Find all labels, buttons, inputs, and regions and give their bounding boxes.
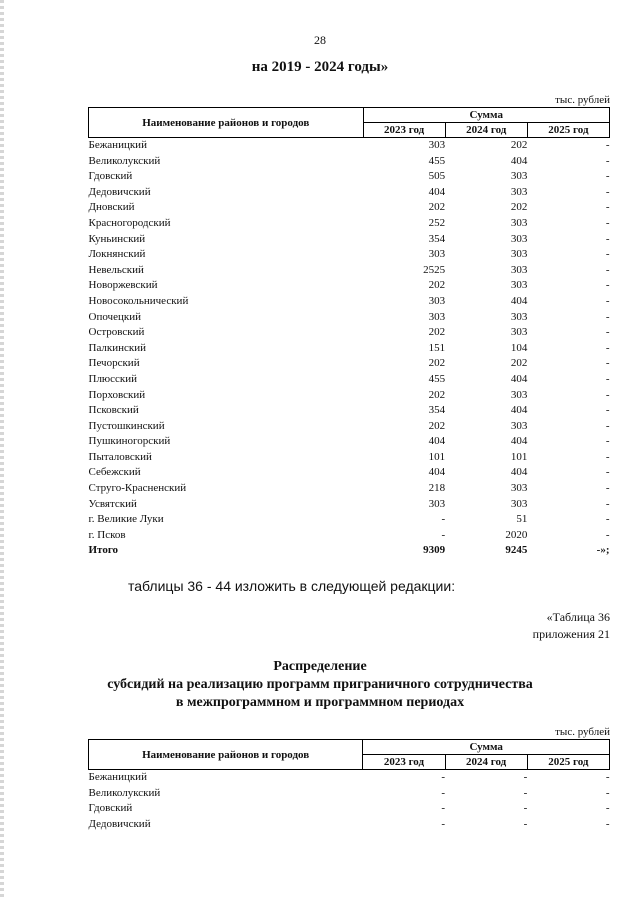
value-2025: - [605,528,610,541]
table-row [89,786,610,802]
value-2024: 404 [510,154,528,167]
value-2024: 303 [510,232,528,245]
column-header-2023: 2023 год [363,755,445,770]
table-row [89,200,610,216]
column-header-2024: 2024 год [445,123,527,138]
table-row [89,247,610,263]
value-2023: 2525 [423,263,446,276]
units-label: тыс. рублей [555,94,610,106]
value-2024: 303 [510,388,528,401]
units-label-2: тыс. рублей [555,726,610,738]
value-2025: - [605,341,610,354]
table-row [89,817,610,833]
value-2024: 2020 [505,528,528,541]
table-row [89,278,610,294]
value-2024: 303 [510,170,528,183]
district-name: Псковский [88,404,139,417]
table-row [89,294,610,310]
column-header-sum: Сумма [363,108,609,123]
value-2023: - [441,528,446,541]
districts-table-2 [88,739,610,832]
value-2024: - [523,817,528,830]
value-2023: 202 [428,357,446,370]
value-2024: 303 [510,419,528,432]
district-name: Локнянский [88,248,146,261]
value-2024: - [523,786,528,799]
value-2023: 404 [428,435,446,448]
column-header-2023: 2023 год [363,123,445,138]
value-2023: 202 [428,388,446,401]
value-2025: - [605,372,610,385]
value-2023: - [441,786,446,799]
value-2025: - [605,263,610,276]
value-2023: 505 [428,170,446,183]
value-2024: 51 [516,513,528,526]
value-2024: 404 [510,372,528,385]
table-row [89,341,610,357]
value-2023: 303 [428,294,446,307]
table-row [89,372,610,388]
value-2024: 404 [510,294,528,307]
value-2023: 455 [428,154,446,167]
district-name: Дедовичский [88,185,151,198]
value-2025: - [605,154,610,167]
value-2023: 218 [428,482,446,495]
district-name: Итого [88,544,119,557]
value-2024: 303 [510,279,528,292]
page-number: 28 [314,33,326,47]
table-row [89,138,610,154]
value-2024: 404 [510,435,528,448]
heading-period: на 2019 - 2024 годы» [251,59,389,75]
value-2023: - [441,513,446,526]
district-name: Новоржевский [88,279,158,292]
value-2025: - [605,139,610,151]
value-2024: 202 [510,357,528,370]
table-row [89,154,610,170]
district-name: Струго-Красненский [88,482,187,495]
table-ref-number: «Таблица 36 [546,610,610,624]
table-row [89,434,610,450]
value-2024: 9245 [505,544,528,557]
value-2024: 303 [510,185,528,198]
district-name: Красногородский [88,216,171,229]
table-row [89,403,610,419]
value-2023: - [441,771,446,783]
value-2025: - [605,450,610,463]
value-2025: - [605,404,610,417]
value-2024: 202 [510,201,528,214]
value-2023: - [441,802,446,815]
heading-distribution [0,658,640,712]
value-2023: 202 [428,419,446,432]
table-row [89,232,610,248]
value-2025: - [605,185,610,198]
instruction-paragraph: таблицы 36 - 44 изложить в следующей редакции: [128,578,456,594]
value-2025: - [605,279,610,292]
value-2025: - [605,326,610,339]
district-name: г. Великие Луки [88,513,164,526]
district-name: Палкинский [88,341,147,354]
district-name: Дедовичский [88,817,151,830]
heading-distribution-line2: субсидий на реализацию программ приграничного сотрудничества [107,677,533,692]
value-2025: - [605,786,610,799]
district-name: Плюсский [88,372,138,385]
value-2025: - [605,310,610,323]
table-row [89,528,610,544]
value-2025: -»; [596,544,610,557]
value-2024: 303 [510,326,528,339]
value-2025: - [605,170,610,183]
district-name: Усвятский [88,497,137,510]
table-total-row [89,543,610,559]
district-name: Островский [88,326,145,339]
table-row [89,310,610,326]
value-2023: 455 [428,372,446,385]
table-row [89,263,610,279]
table-row [89,770,610,786]
table-row [89,325,610,341]
district-name: Себежский [88,466,141,479]
value-2025: - [605,802,610,815]
value-2025: - [605,294,610,307]
table-row [89,481,610,497]
value-2024: 303 [510,263,528,276]
table-ref-appendix: приложения 21 [532,627,610,641]
value-2023: 101 [428,450,446,463]
district-name: Опочецкий [88,310,141,323]
value-2024: 303 [510,310,528,323]
value-2023: 202 [428,279,446,292]
value-2023: 252 [428,216,446,229]
value-2025: - [605,497,610,510]
value-2023: 202 [428,201,446,214]
value-2025: - [605,419,610,432]
district-name: г. Псков [88,528,126,541]
district-name: Пустошкинский [88,419,165,432]
table-row [89,512,610,528]
table-row [89,465,610,481]
value-2023: - [441,817,446,830]
column-header-name: Наименование районов и городов [89,740,363,770]
table-row [89,185,610,201]
value-2023: 202 [428,326,446,339]
value-2024: 404 [510,466,528,479]
table-row [89,801,610,817]
value-2025: - [605,357,610,370]
value-2024: - [523,802,528,815]
district-name: Бежаницкий [88,139,147,151]
value-2025: - [605,388,610,401]
value-2023: 404 [428,466,446,479]
district-name: Печорский [88,357,140,370]
district-name: Гдовский [88,170,133,183]
value-2024: 303 [510,248,528,261]
district-name: Гдовский [88,802,133,815]
district-name: Пыталовский [88,450,152,463]
value-2023: 303 [428,248,446,261]
column-header-sum: Сумма [363,740,610,755]
district-name: Новосокольнический [88,294,189,307]
column-header-2024: 2024 год [445,755,527,770]
table-row [89,169,610,185]
value-2024: 202 [510,139,528,151]
value-2023: 354 [428,232,446,245]
value-2025: - [605,513,610,526]
value-2023: 9309 [423,544,446,557]
table-row [89,497,610,513]
value-2025: - [605,201,610,214]
value-2024: 101 [510,450,528,463]
heading-distribution-line3: в межпрограммном и программном периодах [175,695,465,710]
value-2025: - [605,466,610,479]
column-header-name: Наименование районов и городов [89,108,364,138]
column-header-2025: 2025 год [527,123,609,138]
value-2025: - [605,817,610,830]
value-2025: - [605,771,610,783]
value-2023: 303 [428,139,446,151]
district-name: Невельский [88,263,144,276]
district-name: Дновский [88,201,135,214]
value-2025: - [605,216,610,229]
value-2024: 303 [510,482,528,495]
value-2023: 151 [428,341,446,354]
district-name: Бежаницкий [88,771,147,783]
heading-distribution-line1: Распределение [273,659,367,674]
table-row [89,356,610,372]
value-2023: 303 [428,310,446,323]
table-row [89,388,610,404]
table-row [89,216,610,232]
table-row [89,419,610,435]
district-name: Великолукский [88,786,161,799]
district-name: Пушкиногорский [88,435,171,448]
value-2023: 404 [428,185,446,198]
value-2025: - [605,482,610,495]
value-2023: 303 [428,497,446,510]
value-2024: 104 [510,341,528,354]
district-name: Порховский [88,388,146,401]
value-2025: - [605,435,610,448]
table-row [89,450,610,466]
districts-table-1 [88,107,610,559]
district-name: Великолукский [88,154,161,167]
value-2024: 303 [510,216,528,229]
value-2025: - [605,232,610,245]
district-name: Куньинский [88,232,146,245]
column-header-2025: 2025 год [527,755,609,770]
value-2024: 303 [510,497,528,510]
value-2025: - [605,248,610,261]
value-2023: 354 [428,404,446,417]
value-2024: 404 [510,404,528,417]
scan-edge-border [0,0,4,899]
value-2024: - [523,771,528,783]
